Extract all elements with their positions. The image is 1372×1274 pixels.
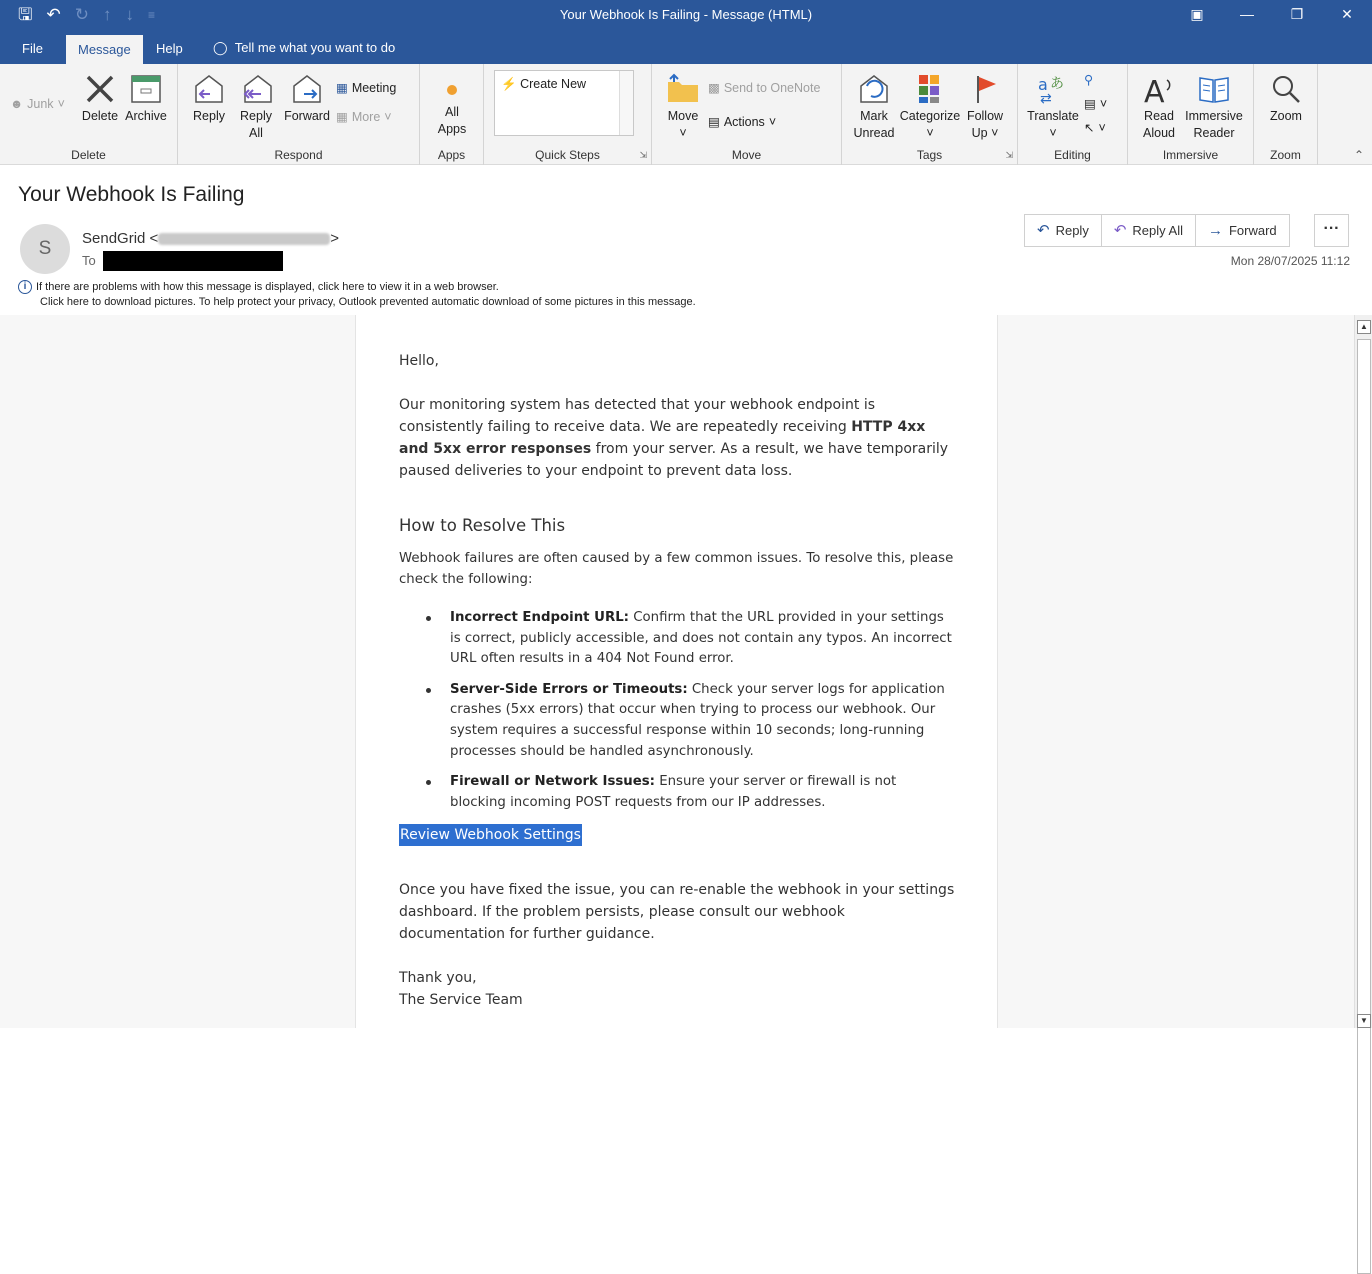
minimize-button[interactable]: — bbox=[1240, 6, 1254, 22]
translate-button[interactable]: a あ ⇄ Translate ˅ bbox=[1026, 72, 1080, 142]
up-icon[interactable]: ↑ bbox=[102, 5, 112, 24]
immersive-group bbox=[1128, 64, 1254, 165]
tab-message[interactable]: Message bbox=[66, 35, 143, 64]
greeting: Hello, bbox=[399, 353, 439, 369]
section-title: How to Resolve This bbox=[399, 516, 566, 535]
recipient-redacted bbox=[103, 251, 283, 271]
reply-all-button[interactable]: Reply All bbox=[234, 72, 278, 142]
delete-button[interactable]: Delete bbox=[78, 72, 122, 125]
list-item: Firewall or Network Issues: Ensure your server or firewall is not blocking incoming POST requests from our IP addresses. bbox=[399, 772, 955, 813]
meeting-icon: ▦ bbox=[336, 81, 348, 95]
editing-group bbox=[1018, 64, 1128, 165]
find-icon[interactable]: ⚲ bbox=[1084, 73, 1094, 87]
lightbulb-icon: ◯ bbox=[213, 40, 228, 55]
onenote-icon: ▩ bbox=[708, 81, 720, 95]
mark-unread-icon bbox=[857, 72, 891, 106]
svg-text:⇄: ⇄ bbox=[1040, 91, 1052, 106]
reply-all-action-button[interactable]: ↶ Reply All bbox=[1102, 215, 1196, 246]
info-bar-pictures[interactable]: Click here to download pictures. To help protect your privacy, Outlook prevented automatic download of some pictures in this message. bbox=[40, 296, 696, 308]
delete-icon bbox=[83, 72, 117, 106]
zoom-group bbox=[1254, 64, 1318, 165]
apps-group bbox=[420, 64, 484, 165]
junk-button[interactable]: ☻ Junk ˅ bbox=[10, 97, 65, 111]
reply-icon bbox=[192, 72, 226, 106]
tell-me-label: Tell me what you want to do bbox=[234, 40, 396, 55]
more-respond-icon: ▦ bbox=[336, 110, 348, 124]
svg-text:あ: あ bbox=[1050, 76, 1064, 92]
avatar[interactable]: S bbox=[20, 224, 70, 274]
mark-unread-button[interactable]: Mark Unread bbox=[850, 72, 898, 142]
select-icon[interactable]: ↖ ˅ bbox=[1084, 120, 1106, 135]
actions-icon: ▤ bbox=[708, 115, 720, 129]
all-apps-button[interactable]: All Apps bbox=[430, 80, 474, 138]
junk-icon: ☻ bbox=[10, 97, 24, 111]
restore-button[interactable]: ❐ bbox=[1290, 6, 1304, 22]
tab-file[interactable]: File bbox=[22, 41, 43, 56]
dialog-launcher-icon[interactable]: ⇲ bbox=[639, 150, 647, 160]
zoom-icon bbox=[1269, 72, 1303, 106]
svg-text:a: a bbox=[1038, 75, 1048, 94]
message-actions bbox=[1024, 214, 1290, 247]
ribbon-tabs bbox=[0, 32, 1372, 64]
window-controls bbox=[1172, 0, 1372, 32]
delete-group-label: Delete bbox=[71, 148, 106, 162]
reply-all-icon bbox=[239, 72, 273, 106]
signature: The Service Team bbox=[399, 992, 523, 1008]
read-aloud-icon bbox=[1142, 72, 1176, 106]
forward-arrow-icon: → bbox=[1207, 222, 1223, 239]
tags-group bbox=[842, 64, 1018, 165]
closing-paragraph: Once you have fixed the issue, you can re-enable the webhook in your settings dashboard. If the problem persists, please consult our webhook documentation for further guidance. bbox=[399, 882, 955, 942]
forward-icon bbox=[290, 72, 324, 106]
zoom-button[interactable]: Zoom bbox=[1264, 72, 1308, 125]
ribbon-display-icon[interactable]: ▣ bbox=[1190, 6, 1204, 22]
reply-action-button[interactable]: ↶ Reply bbox=[1025, 215, 1102, 246]
follow-up-button[interactable]: Follow Up ˅ bbox=[962, 72, 1008, 142]
lightning-icon: ⚡ bbox=[501, 77, 517, 91]
message-subject: Your Webhook Is Failing bbox=[18, 183, 245, 206]
scroll-up-icon[interactable]: ▲ bbox=[1357, 320, 1371, 334]
flag-icon bbox=[968, 72, 1002, 106]
section-intro: Webhook failures are often caused by a few common issues. To resolve this, please check the following: bbox=[399, 551, 954, 587]
editing-group-label: Editing bbox=[1054, 148, 1091, 162]
close-button[interactable]: ✕ bbox=[1341, 6, 1353, 22]
categorize-icon bbox=[913, 72, 947, 106]
read-aloud-button[interactable]: A Read Aloud bbox=[1136, 72, 1182, 142]
archive-button[interactable]: Archive bbox=[122, 72, 170, 125]
actions-button[interactable]: ▤ Actions ˅ bbox=[708, 114, 777, 129]
review-webhook-settings-link[interactable]: Review Webhook Settings bbox=[399, 824, 582, 846]
send-to-onenote-button[interactable]: ▩ Send to OneNote bbox=[708, 80, 821, 95]
tab-help[interactable]: Help bbox=[156, 41, 183, 56]
down-icon[interactable]: ↓ bbox=[125, 5, 134, 24]
message-body-area bbox=[0, 315, 1354, 1028]
zoom-group-label: Zoom bbox=[1270, 148, 1301, 162]
create-new-quick-step[interactable]: ⚡ Create New bbox=[501, 77, 587, 91]
move-group bbox=[652, 64, 842, 165]
list-item: Incorrect Endpoint URL: Confirm that the URL provided in your settings is correct, publicly accessible, and does not contain any typos. An incorrect URL often results in a 404 Not Found error. bbox=[399, 608, 955, 670]
message-header bbox=[0, 165, 1372, 315]
ribbon bbox=[0, 64, 1372, 165]
tell-me-search[interactable] bbox=[213, 38, 395, 58]
immersive-reader-button[interactable]: Immersive Reader bbox=[1182, 72, 1246, 142]
received-date: Mon 28/07/2025 11:12 bbox=[1230, 254, 1350, 268]
delete-group bbox=[0, 64, 178, 165]
categorize-button[interactable]: Categorize ˅ bbox=[898, 72, 962, 142]
tags-launcher-icon[interactable]: ⇲ bbox=[1005, 150, 1013, 160]
immersive-group-label: Immersive bbox=[1162, 148, 1219, 162]
archive-icon bbox=[129, 72, 163, 106]
undo-icon[interactable]: ↶ bbox=[46, 5, 61, 24]
quick-steps-gallery[interactable] bbox=[494, 70, 634, 136]
respond-group bbox=[178, 64, 420, 165]
scroll-thumb[interactable] bbox=[1357, 339, 1371, 1274]
quick-steps-scroll[interactable] bbox=[619, 71, 633, 135]
reply-arrow-icon: ↶ bbox=[1037, 222, 1050, 239]
vertical-scrollbar[interactable] bbox=[1354, 315, 1372, 1028]
quick-steps-label: Quick Steps bbox=[535, 148, 600, 162]
tags-group-label: Tags bbox=[916, 148, 943, 162]
svg-text:A: A bbox=[1144, 75, 1165, 106]
move-group-label: Move bbox=[731, 148, 762, 162]
save-icon[interactable]: 🖫 bbox=[18, 5, 33, 24]
meeting-button[interactable]: ▦ Meeting bbox=[336, 80, 397, 95]
move-button[interactable]: Move ˅ bbox=[664, 72, 702, 142]
intro-paragraph: Our monitoring system has detected that your webhook endpoint is consistently failing to receive data. We are repeatedly receiving HTTP 4xx and 5xx error responses from your server. As a result, we have temporarily paused deliveries to your endpoint to prevent data loss. bbox=[399, 397, 949, 479]
apps-group-label: Apps bbox=[437, 148, 466, 162]
window-title: Your Webhook Is Failing - Message (HTML) bbox=[559, 7, 813, 22]
sender-close: > bbox=[330, 230, 340, 247]
checklist bbox=[399, 608, 955, 823]
folder-move-icon bbox=[666, 72, 700, 106]
replace-icon[interactable]: ▤ ˅ bbox=[1084, 96, 1108, 111]
sender-name: SendGrid < bbox=[82, 230, 159, 247]
info-bar-browser[interactable]: i If there are problems with how this message is displayed, click here to view it in a web browser. bbox=[18, 280, 499, 294]
list-item: Server-Side Errors or Timeouts: Check your server logs for application crashes (5xx errors) that occur when trying to process our webhook. Our system requires a successful response within 10 seconds; long-running processes should be handled asynchronously. bbox=[399, 680, 955, 762]
title-bar bbox=[0, 0, 1372, 32]
respond-group-label: Respond bbox=[274, 148, 323, 162]
immersive-reader-icon bbox=[1197, 72, 1231, 106]
customize-icon[interactable]: ≡ bbox=[147, 8, 155, 22]
translate-icon bbox=[1036, 72, 1070, 106]
email-card bbox=[355, 315, 998, 1028]
sender-email-redacted bbox=[158, 233, 330, 245]
sender[interactable] bbox=[82, 230, 339, 247]
scroll-down-icon[interactable]: ▼ bbox=[1357, 1014, 1371, 1028]
more-respond-button[interactable]: ▦ More ˅ bbox=[336, 109, 392, 124]
more-actions-button[interactable]: ··· bbox=[1314, 214, 1349, 247]
redo-icon[interactable]: ↻ bbox=[74, 5, 89, 24]
signoff-line: Thank you, bbox=[399, 970, 477, 986]
forward-button[interactable]: Forward bbox=[282, 72, 332, 125]
reply-button[interactable]: Reply bbox=[186, 72, 232, 125]
to-label: To bbox=[82, 253, 96, 268]
collapse-ribbon-icon[interactable]: ⌃ bbox=[1353, 148, 1364, 162]
forward-action-button[interactable]: → Forward bbox=[1196, 215, 1289, 246]
info-icon: i bbox=[18, 280, 32, 294]
quick-steps-group bbox=[484, 64, 652, 165]
reply-all-arrow-icon: ↶ bbox=[1113, 222, 1127, 239]
apps-icon bbox=[442, 80, 462, 102]
